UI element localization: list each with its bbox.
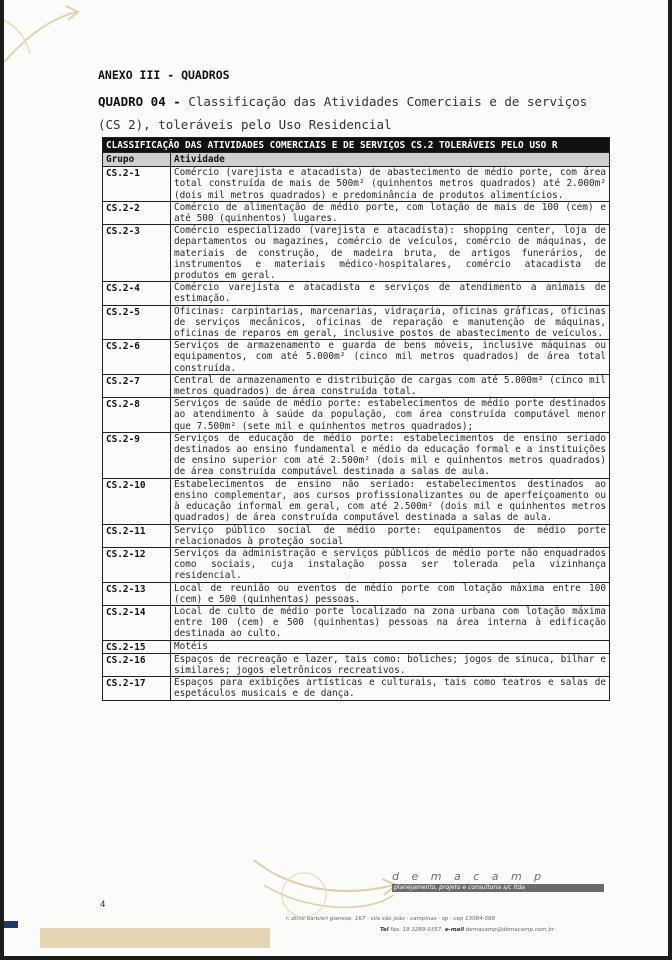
activity-description: Comércio de alimentação de médio porte, com lotação de mais de 100 (cem) e até 500 (quinhentos) lugares. bbox=[171, 201, 610, 224]
column-header-activity: Atividade bbox=[171, 153, 610, 167]
group-code: CS.2-3 bbox=[103, 225, 171, 282]
table-row bbox=[103, 374, 610, 397]
table-row bbox=[103, 432, 610, 478]
footer-blue-bar bbox=[4, 921, 18, 928]
table-row bbox=[103, 201, 610, 224]
activity-description: Serviço público social de médio porte: equipamentos de médio porte relacionados à proteção social bbox=[171, 524, 610, 547]
table-row bbox=[103, 640, 610, 653]
page-number: 4 bbox=[100, 900, 106, 910]
group-code: CS.2-14 bbox=[103, 605, 171, 640]
activity-description: Comércio especializado (varejista e atacadista): shopping center, loja de departamentos ou magazines, comércio de veículos, comércio de máquinas, de materiais de construção, de madeira bruta, de artigos funerários, de instrumentos e materiais médico-hospitalares, comércio atacadista de produtos em geral. bbox=[171, 225, 610, 282]
activity-description: Serviços de saúde de médio porte: estabelecimentos de médio porte destinados ao atendimento à saúde da população, com área construída computável menor que 7.500m² (sete mil e quinhentos metros quadrados); bbox=[171, 398, 610, 433]
group-code: CS.2-7 bbox=[103, 374, 171, 397]
table-row bbox=[103, 653, 610, 676]
table-row bbox=[103, 305, 610, 340]
table-row bbox=[103, 478, 610, 524]
quadro-label: QUADRO 04 - bbox=[98, 94, 181, 109]
activity-description: Serviços de educação de médio porte: estabelecimentos de ensino seriado destinados ao ensino fundamental e médio da educação formal e a instituições de ensino superior com até 2.500m² (dois mil e quinhentos metros quadrados) de área construída computável destinada a salas de aula. bbox=[171, 432, 610, 478]
phone-fax: fax: 19 3289-0357 bbox=[390, 927, 442, 933]
activity-description: Oficinas: carpintarias, marcenarias, vidraçaria, oficinas gráficas, oficinas de serviços mecânicos, oficinas de reparação e manutenção de máquinas, oficinas de reparos em geral, inclusive postos de abastecimento de veículos. bbox=[171, 305, 610, 340]
annex-title: ANEXO III - QUADROS bbox=[98, 68, 230, 82]
group-code: CS.2-4 bbox=[103, 282, 171, 305]
tel-label: Tel bbox=[380, 927, 389, 933]
activities-table bbox=[102, 137, 610, 701]
footer-contact bbox=[380, 927, 554, 933]
column-header-group: Grupo bbox=[103, 153, 171, 167]
table-row bbox=[103, 225, 610, 282]
quadro-title-line2: (CS 2), toleráveis pelo Uso Residencial bbox=[98, 117, 392, 132]
group-code: CS.2-9 bbox=[103, 432, 171, 478]
group-code: CS.2-12 bbox=[103, 547, 171, 582]
group-code: CS.2-11 bbox=[103, 524, 171, 547]
table-column-header-row bbox=[103, 153, 610, 167]
document-page bbox=[4, 0, 668, 956]
activity-description: Espaços para exibições artísticas e culturais, tais como teatros e salas de espetáculos musicais e de dança. bbox=[171, 677, 610, 700]
table-row bbox=[103, 547, 610, 582]
table-row bbox=[103, 340, 610, 375]
table-row bbox=[103, 282, 610, 305]
company-logo-text: d e m a c a m p bbox=[392, 870, 546, 883]
group-code: CS.2-13 bbox=[103, 582, 171, 605]
table-row bbox=[103, 582, 610, 605]
group-code: CS.2-1 bbox=[103, 167, 171, 202]
group-code: CS.2-8 bbox=[103, 398, 171, 433]
table-row bbox=[103, 605, 610, 640]
group-code: CS.2-16 bbox=[103, 653, 171, 676]
company-logo-subtitle: planejamento, projeto e consultoria s/c ltda bbox=[392, 884, 604, 892]
table-main-header-row bbox=[103, 138, 610, 153]
group-code: CS.2-15 bbox=[103, 640, 171, 653]
activity-description: Local de culto de médio porte localizado na zona urbana com lotação máxima entre 100 (cem) e 500 (quinhentas) pessoas na área interna à edificação destinada ao culto. bbox=[171, 605, 610, 640]
table-row bbox=[103, 398, 610, 433]
table-main-header: CLASSIFICAÇÃO DAS ATIVIDADES COMERCIAIS E DE SERVIÇOS CS.2 TOLERÁVEIS PELO USO R bbox=[103, 138, 610, 153]
table-row bbox=[103, 524, 610, 547]
quadro-title bbox=[98, 90, 618, 136]
group-code: CS.2-6 bbox=[103, 340, 171, 375]
footer-address: r. dirce barbieri gianese, 167 · vila são joão · campinas · sp · cep 13084-568 bbox=[286, 916, 496, 922]
activity-description: Estabelecimentos de ensino não seriado: estabelecimentos destinados ao ensino complementar, aos cursos profissionalizantes ou de aperfeiçoamento ou à educação informal em geral, com até 2.500m² (dois mil e quinhentos metros quadrados) de área construída computável destinada a salas de aula. bbox=[171, 478, 610, 524]
table-row bbox=[103, 677, 610, 700]
email-label: e-mail bbox=[444, 927, 465, 933]
activity-description: Local de reunião ou eventos de médio porte com lotação máxima entre 100 (cem) e 500 (quinhentas) pessoas. bbox=[171, 582, 610, 605]
group-code: CS.2-2 bbox=[103, 201, 171, 224]
footer-gold-bar bbox=[40, 928, 270, 948]
email-address: demacamp@demacamp.com.br bbox=[465, 927, 554, 933]
activity-description: Comércio (varejista e atacadista) de abastecimento de médio porte, com área total construída de mais de 500m² (quinhentos metros quadrados) até 2.000m² (dois mil metros quadrados) e predominância de produtos alimentícios. bbox=[171, 167, 610, 202]
activity-description: Espaços de recreação e lazer, tais como: boliches; jogos de sinuca, bilhar e similares; jogos eletrônicos recreativos. bbox=[171, 653, 610, 676]
activity-description: Serviços de armazenamento e guarda de bens móveis, inclusive máquinas ou equipamentos, com até 5.000m² (cinco mil metros quadrados) de área total construída. bbox=[171, 340, 610, 375]
activity-description: Serviços da administração e serviços públicos de médio porte não enquadrados como sociais, cuja instalação possa ser tolerada pela vizinhança residencial. bbox=[171, 547, 610, 582]
activity-description: Motéis bbox=[171, 640, 610, 653]
activity-description: Comércio varejista e atacadista e serviços de atendimento a animais de estimação. bbox=[171, 282, 610, 305]
activity-description: Central de armazenamento e distribuição de cargas com até 5.000m² (cinco mil metros quadrados) de área construída total. bbox=[171, 374, 610, 397]
quadro-title-line1: Classificação das Atividades Comerciais e de serviços bbox=[188, 94, 588, 109]
group-code: CS.2-10 bbox=[103, 478, 171, 524]
group-code: CS.2-5 bbox=[103, 305, 171, 340]
table-row bbox=[103, 167, 610, 202]
decorative-arrow-icon bbox=[4, 0, 84, 80]
group-code: CS.2-17 bbox=[103, 677, 171, 700]
